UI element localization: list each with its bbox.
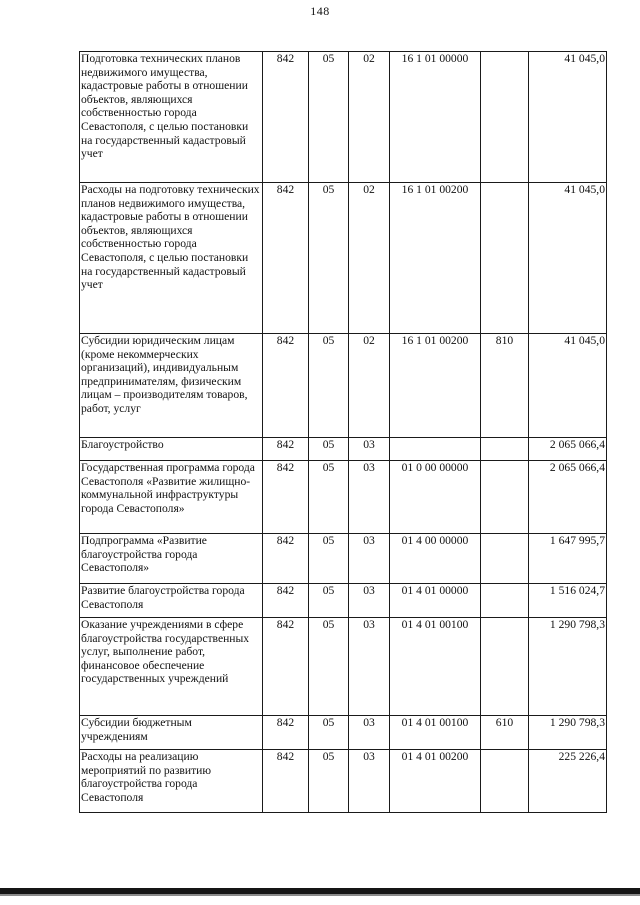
table-row	[80, 461, 607, 534]
table-row	[80, 438, 607, 461]
section-code: 05	[309, 584, 349, 618]
page-number: 148	[310, 4, 330, 18]
row-name: Расходы на реализацию мероприятий по развитию благоустройства города Севастополя	[80, 750, 263, 813]
ministry-code: 842	[263, 584, 309, 618]
ministry-code: 842	[263, 52, 309, 183]
row-name: Государственная программа города Севастополя «Развитие жилищно-коммунальной инфраструктуры города Севастополя»	[80, 461, 263, 534]
subsection-code: 03	[349, 534, 390, 584]
section-code: 05	[309, 750, 349, 813]
amount: 1 647 995,7	[529, 534, 607, 584]
table-row	[80, 584, 607, 618]
ministry-code: 842	[263, 438, 309, 461]
table-row	[80, 52, 607, 183]
subsection-code: 02	[349, 183, 390, 334]
subsection-code: 03	[349, 438, 390, 461]
target-item-code: 01 4 01 00100	[390, 618, 481, 716]
target-item-code: 01 0 00 00000	[390, 461, 481, 534]
table-row	[80, 534, 607, 584]
expense-type-code	[481, 183, 529, 334]
target-item-code: 01 4 01 00100	[390, 716, 481, 750]
subsection-code: 02	[349, 52, 390, 183]
subsection-code: 03	[349, 461, 390, 534]
row-name: Оказание учреждениями в сфере благоустройства государственных услуг, выполнение работ, финансовое обеспечение государственных учреждений	[80, 618, 263, 716]
amount: 2 065 066,4	[529, 438, 607, 461]
budget-table	[79, 51, 607, 813]
section-code: 05	[309, 438, 349, 461]
subsection-code: 03	[349, 584, 390, 618]
ministry-code: 842	[263, 183, 309, 334]
expense-type-code	[481, 52, 529, 183]
section-code: 05	[309, 52, 349, 183]
amount: 41 045,0	[529, 52, 607, 183]
expense-type-code	[481, 618, 529, 716]
target-item-code: 16 1 01 00000	[390, 52, 481, 183]
expense-type-code: 810	[481, 334, 529, 438]
section-code: 05	[309, 534, 349, 584]
ministry-code: 842	[263, 534, 309, 584]
scan-edge-shadow	[0, 894, 640, 896]
row-name: Благоустройство	[80, 438, 263, 461]
section-code: 05	[309, 334, 349, 438]
ministry-code: 842	[263, 334, 309, 438]
amount: 225 226,4	[529, 750, 607, 813]
section-code: 05	[309, 183, 349, 334]
amount: 1 516 024,7	[529, 584, 607, 618]
row-name: Развитие благоустройства города Севастополя	[80, 584, 263, 618]
target-item-code: 01 4 00 00000	[390, 534, 481, 584]
table-row	[80, 334, 607, 438]
ministry-code: 842	[263, 750, 309, 813]
section-code: 05	[309, 461, 349, 534]
row-name: Расходы на подготовку технических планов недвижимого имущества, кадастровые работы в отношении объектов, являющихся собственностью города Севастополя, с целью постановки на государственный кадастровый учет	[80, 183, 263, 334]
expense-type-code	[481, 750, 529, 813]
target-item-code: 01 4 01 00200	[390, 750, 481, 813]
section-code: 05	[309, 618, 349, 716]
subsection-code: 02	[349, 334, 390, 438]
amount: 1 290 798,3	[529, 716, 607, 750]
target-item-code	[390, 438, 481, 461]
expense-type-code	[481, 534, 529, 584]
row-name: Подпрограмма «Развитие благоустройства города Севастополя»	[80, 534, 263, 584]
expense-type-code: 610	[481, 716, 529, 750]
target-item-code: 16 1 01 00200	[390, 334, 481, 438]
amount: 41 045,0	[529, 183, 607, 334]
row-name: Субсидии юридическим лицам (кроме некоммерческих организаций), индивидуальным предпринимателям, физическим лицам – производителям товаров, работ, услуг	[80, 334, 263, 438]
table-row	[80, 716, 607, 750]
amount: 1 290 798,3	[529, 618, 607, 716]
ministry-code: 842	[263, 716, 309, 750]
ministry-code: 842	[263, 461, 309, 534]
amount: 41 045,0	[529, 334, 607, 438]
subsection-code: 03	[349, 750, 390, 813]
expense-type-code	[481, 461, 529, 534]
target-item-code: 16 1 01 00200	[390, 183, 481, 334]
subsection-code: 03	[349, 618, 390, 716]
section-code: 05	[309, 716, 349, 750]
table-row	[80, 618, 607, 716]
expense-type-code	[481, 438, 529, 461]
ministry-code: 842	[263, 618, 309, 716]
expense-type-code	[481, 584, 529, 618]
table-row	[80, 183, 607, 334]
row-name: Подготовка технических планов недвижимого имущества, кадастровые работы в отношении объектов, являющихся собственностью города Севастополя, с целью постановки на государственный кадастровый учет	[80, 52, 263, 183]
row-name: Субсидии бюджетным учреждениям	[80, 716, 263, 750]
target-item-code: 01 4 01 00000	[390, 584, 481, 618]
table-row	[80, 750, 607, 813]
subsection-code: 03	[349, 716, 390, 750]
amount: 2 065 066,4	[529, 461, 607, 534]
